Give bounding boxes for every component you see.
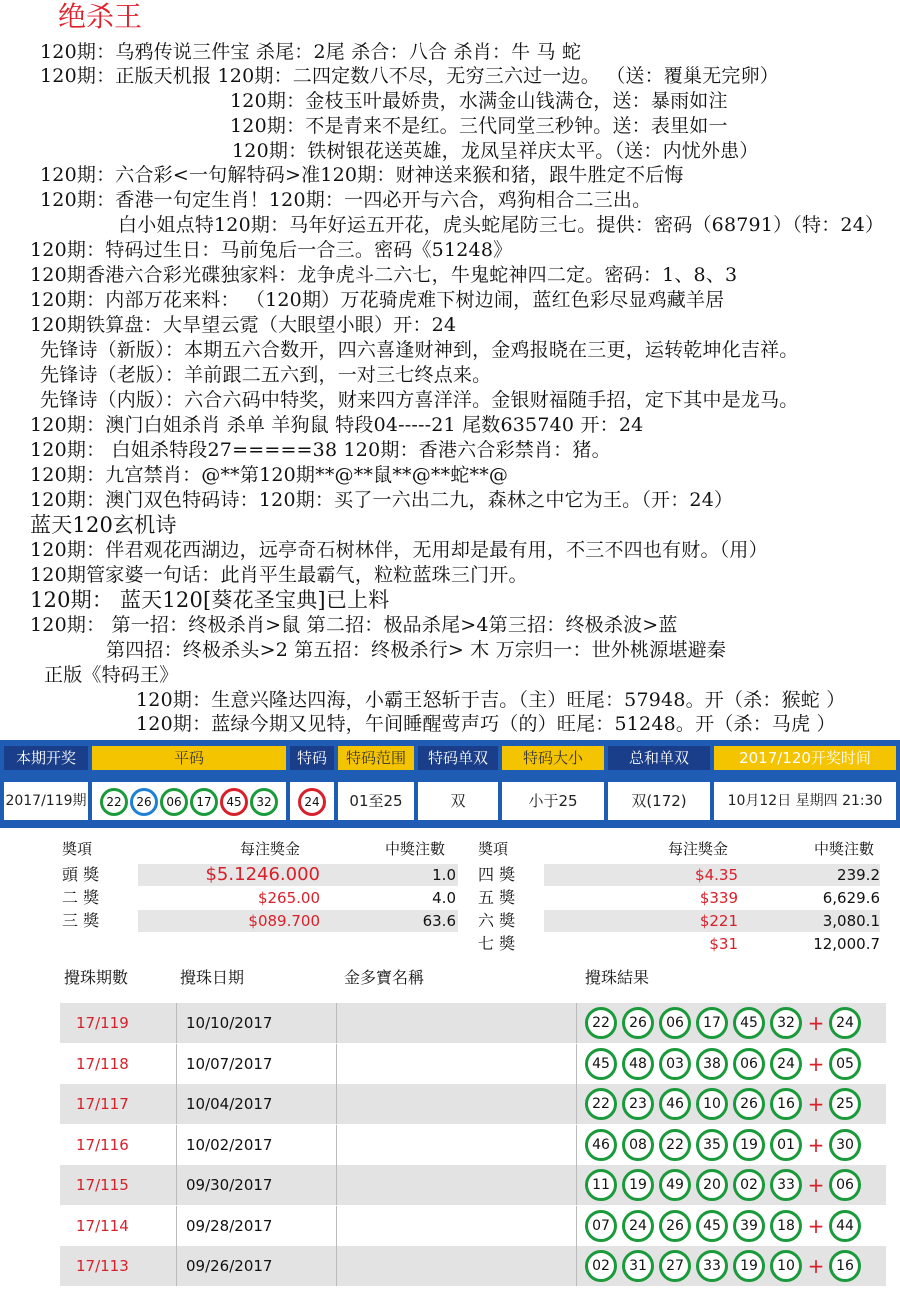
text-line: 120期管家婆一句话：此肖平生最霸气，粒粒蓝珠三门开。 [30, 564, 528, 586]
number-ball: 45 [585, 1048, 617, 1080]
plus-sign: + [807, 1011, 825, 1035]
draw-result-table [0, 740, 900, 828]
column-divider [176, 1084, 177, 1124]
number-ball: 01 [770, 1129, 802, 1161]
table-row [60, 1084, 886, 1124]
text-line: 120期：不是青来不是红。三代同堂三秒钟。送：表里如一 [230, 115, 728, 137]
draw-time: 10月12日 星期四 21:30 [714, 782, 896, 820]
table-row [60, 1003, 886, 1043]
text-line: 120期： 蓝天120[葵花圣宝典]已上料 [30, 588, 390, 612]
text-line: 120期：九宫禁肖：@**第120期**@**鼠**@**蛇**@ [30, 464, 509, 486]
prize-count: 12,000.7 [813, 935, 880, 953]
number-ball: 10 [696, 1088, 728, 1120]
result-balls [585, 1250, 866, 1282]
prize-name: 三 獎 [62, 911, 100, 930]
row-date: 09/28/2017 [186, 1216, 273, 1235]
row-period: 17/117 [76, 1095, 129, 1113]
prize-header-amount: 每注獎金 [240, 840, 301, 858]
prize-amount: $221 [699, 912, 738, 930]
number-ball: 22 [100, 788, 128, 816]
column-divider [336, 1084, 337, 1124]
plus-sign: + [807, 1254, 825, 1278]
number-ball: 31 [622, 1250, 654, 1282]
column-divider [176, 1246, 177, 1286]
number-ball: 02 [585, 1250, 617, 1282]
header-odd-even: 特码单双 [418, 746, 498, 770]
column-divider [176, 1206, 177, 1246]
text-line: 120期铁算盘：大旱望云霓（大眼望小眼）开：24 [30, 314, 457, 336]
result-balls [585, 1048, 866, 1080]
prize-count: 3,080.1 [822, 912, 880, 930]
number-ball: 49 [659, 1169, 691, 1201]
plus-sign: + [807, 1051, 825, 1076]
table-row [60, 1125, 886, 1165]
table-row [60, 1246, 886, 1286]
text-line: 120期：香港一句定生肖！120期：一四必开与六合，鸡狗相合二三出。 [40, 189, 652, 211]
special-number-ball: 06 [829, 1169, 861, 1201]
number-ball: 11 [585, 1169, 617, 1201]
prize-amount: $5.1246.000 [205, 864, 320, 885]
text-line: 120期： 白姐杀特段27=====38 120期：香港六合彩禁肖：猪。 [30, 439, 611, 461]
header-sum: 总和单双 [608, 746, 710, 770]
table-row [60, 1206, 886, 1246]
prize-name: 七 獎 [478, 934, 516, 953]
number-ball: 17 [696, 1007, 728, 1039]
number-ball: 26 [733, 1088, 765, 1120]
text-line: 120期：特码过生日：马前兔后一合三。密码《51248》 [30, 239, 513, 261]
prize-header-count: 中獎注數 [385, 840, 446, 858]
special-odd-even: 双 [418, 782, 498, 820]
header-regular: 平码 [92, 746, 286, 770]
result-balls [585, 1088, 866, 1120]
text-line: 120期：蓝绿今期又见特，午间睡醒莺声巧（的）旺尾：51248。开（杀：马虎 ） [136, 713, 836, 735]
prize-name: 頭 獎 [62, 865, 100, 884]
row-date: 10/02/2017 [186, 1135, 273, 1154]
prize-count: 4.0 [432, 889, 456, 907]
column-divider [176, 1125, 177, 1165]
prize-name: 四 獎 [478, 865, 516, 884]
number-ball: 22 [585, 1088, 617, 1120]
special-number-ball: 05 [829, 1048, 861, 1080]
history-header-period: 攪珠期數 [64, 968, 129, 987]
column-divider [576, 1044, 577, 1084]
row-period: 17/115 [76, 1176, 129, 1194]
number-ball: 32 [770, 1007, 802, 1039]
number-ball: 17 [190, 788, 218, 816]
text-line: 先锋诗（新版）：本期五六合数开，四六喜逢财神到，金鸡报晓在三更，运转乾坤化吉祥。 [40, 339, 799, 361]
text-line: 120期： 第一招：终极杀肖>鼠 第二招：极品杀尾>4第三招：终极杀波>蓝 [30, 614, 678, 636]
number-ball: 24 [622, 1210, 654, 1242]
result-balls [585, 1007, 866, 1039]
header-range: 特码范围 [338, 746, 414, 770]
number-ball: 19 [622, 1169, 654, 1201]
text-line: 120期：澳门双色特码诗：120期：买了一六出二九，森林之中它为王。（开：24） [30, 489, 734, 511]
prize-amount: $339 [699, 889, 738, 907]
special-number-ball: 25 [829, 1088, 861, 1120]
text-line: 120期：澳门白姐杀肖 杀单 羊狗鼠 特段04-----21 尾数635740 开：24 [30, 414, 644, 436]
number-ball: 20 [696, 1169, 728, 1201]
number-ball: 46 [585, 1129, 617, 1161]
prize-header-count: 中獎注數 [814, 840, 875, 858]
prize-table [0, 834, 900, 959]
number-ball: 08 [622, 1129, 654, 1161]
column-divider [336, 1044, 337, 1084]
row-period: 17/116 [76, 1135, 129, 1154]
column-divider [336, 1165, 337, 1205]
column-divider [336, 1246, 337, 1286]
column-divider [576, 1125, 577, 1165]
column-divider [576, 1165, 577, 1205]
column-divider [176, 1044, 177, 1084]
result-balls [585, 1129, 866, 1161]
text-line: 120期：乌鸦传说三件宝 杀尾：2尾 杀合：八合 杀肖：牛 马 蛇 [40, 41, 582, 63]
prize-header-name: 奬項 [62, 840, 93, 858]
number-ball: 32 [250, 788, 278, 816]
column-divider [336, 1003, 337, 1043]
row-period: 17/113 [76, 1257, 129, 1275]
text-line: 120期：铁树银花送英雄，龙凤呈祥庆太平。（送：内忧外患） [232, 140, 759, 162]
number-ball: 07 [585, 1210, 617, 1242]
prize-count: 1.0 [432, 866, 456, 884]
special-size: 小于25 [502, 782, 604, 820]
row-date: 10/04/2017 [186, 1095, 273, 1113]
text-line: 先锋诗（内版）：六合六码中特奖，财来四方喜洋洋。金银财福随手招，定下其中是龙马。 [40, 389, 799, 411]
text-line: 白小姐点特120期：马年好运五开花，虎头蛇尾防三七。提供：密码（68791）（特：24） [118, 214, 885, 236]
text-line: 120期：正版天机报 120期：二四定数八不尽，无穷三六过一边。 （送：覆巢无完卵） [40, 65, 780, 87]
column-divider [336, 1125, 337, 1165]
number-ball: 35 [696, 1129, 728, 1161]
column-divider [576, 1084, 577, 1124]
number-ball: 18 [770, 1210, 802, 1242]
row-date: 10/10/2017 [186, 1014, 273, 1032]
text-line: 120期香港六合彩光碟独家料：龙争虎斗二六七，牛鬼蛇神四二定。密码：1、8、3 [30, 264, 738, 286]
plus-sign: + [807, 1213, 825, 1238]
history-header-result: 攪珠結果 [585, 968, 650, 987]
special-ball-cell [290, 782, 334, 820]
special-range: 01至25 [338, 782, 414, 820]
number-ball: 33 [770, 1169, 802, 1201]
number-ball: 45 [220, 788, 248, 816]
text-line: 120期：内部万花来料： （120期）万花骑虎难下树边闹，蓝红色彩尽显鸡藏羊居 [30, 289, 725, 311]
special-number-ball: 24 [298, 788, 326, 816]
header-special: 特码 [290, 746, 334, 770]
number-ball: 27 [659, 1250, 691, 1282]
number-ball: 26 [130, 788, 158, 816]
prize-count: 63.6 [422, 912, 456, 930]
prize-name: 二 獎 [62, 888, 100, 907]
column-divider [336, 1206, 337, 1246]
special-number-ball: 24 [829, 1007, 861, 1039]
number-ball: 26 [659, 1210, 691, 1242]
row-period: 17/114 [76, 1216, 129, 1235]
number-ball: 10 [770, 1250, 802, 1282]
table-row [60, 1165, 886, 1205]
number-ball: 23 [622, 1088, 654, 1120]
number-ball: 39 [733, 1210, 765, 1242]
sum-odd-even: 双(172) [608, 782, 710, 820]
text-line: 120期：伴君观花西湖边，远亭奇石树林伴，无用却是最有用，不三不四也有财。（用） [30, 539, 768, 561]
text-line: 120期：六合彩<一句解特码>准120期：财神送来猴和猪，跟牛胜定不后悔 [40, 164, 684, 186]
text-line: 120期：金枝玉叶最娇贵，水满金山钱满仓，送：暴雨如注 [230, 90, 728, 112]
special-number-ball: 44 [829, 1210, 861, 1242]
number-ball: 45 [733, 1007, 765, 1039]
column-divider [176, 1003, 177, 1043]
result-balls [585, 1169, 866, 1201]
prize-header-name: 奬項 [478, 840, 509, 858]
number-ball: 26 [622, 1007, 654, 1039]
regular-balls [92, 782, 286, 820]
number-ball: 06 [160, 788, 188, 816]
number-ball: 46 [659, 1088, 691, 1120]
header-time: 2017/120开奖时间 [714, 746, 896, 770]
prize-name: 六 獎 [478, 911, 516, 930]
header-size: 特码大小 [502, 746, 604, 770]
result-balls [585, 1210, 866, 1242]
row-date: 09/26/2017 [186, 1257, 273, 1275]
row-date: 10/07/2017 [186, 1054, 273, 1073]
column-divider [576, 1003, 577, 1043]
prize-amount: $4.35 [695, 866, 738, 884]
table-row [60, 1044, 886, 1084]
column-divider [576, 1206, 577, 1246]
number-ball: 22 [585, 1007, 617, 1039]
plus-sign: + [807, 1092, 825, 1116]
number-ball: 19 [733, 1250, 765, 1282]
plus-sign: + [807, 1132, 825, 1157]
number-ball: 22 [659, 1129, 691, 1161]
prize-amount: $265.00 [257, 889, 320, 907]
special-number-ball: 30 [829, 1129, 861, 1161]
number-ball: 02 [733, 1169, 765, 1201]
number-ball: 38 [696, 1048, 728, 1080]
special-number-ball: 16 [829, 1250, 861, 1282]
number-ball: 03 [659, 1048, 691, 1080]
draw-period: 2017/119期 [4, 782, 88, 820]
prize-name: 五 獎 [478, 888, 516, 907]
plus-sign: + [807, 1173, 825, 1197]
number-ball: 24 [770, 1048, 802, 1080]
number-ball: 06 [733, 1048, 765, 1080]
column-divider [576, 1246, 577, 1286]
prize-count: 6,629.6 [822, 889, 880, 907]
number-ball: 48 [622, 1048, 654, 1080]
number-ball: 19 [733, 1129, 765, 1161]
text-line: 120期：生意兴隆达四海，小霸王怒斩于吉。（主）旺尾：57948。开（杀：猴蛇 ） [136, 689, 846, 711]
prize-header-amount: 每注獎金 [668, 840, 729, 858]
header-draw: 本期开奖 [4, 746, 88, 770]
section-heading: 蓝天120玄机诗 [30, 513, 177, 537]
row-date: 09/30/2017 [186, 1176, 273, 1194]
text-line: 第四招：终极杀头>2 第五招：终极杀行> 木 万宗归一：世外桃源堪避秦 [106, 639, 727, 661]
text-line: 正版《特码王》 [44, 664, 179, 686]
number-ball: 45 [696, 1210, 728, 1242]
history-header-date: 攪珠日期 [180, 968, 245, 987]
number-ball: 06 [659, 1007, 691, 1039]
prize-amount: $31 [709, 935, 738, 953]
history-header-name: 金多寶名稱 [344, 968, 425, 987]
page-title: 绝杀王 [58, 0, 143, 33]
number-ball: 33 [696, 1250, 728, 1282]
column-divider [176, 1165, 177, 1205]
prize-amount: $089.700 [248, 912, 320, 930]
number-ball: 16 [770, 1088, 802, 1120]
row-period: 17/119 [76, 1014, 129, 1032]
row-period: 17/118 [76, 1054, 129, 1073]
prize-count: 239.2 [837, 866, 880, 884]
text-line: 先锋诗（老版）：羊前跟二五六到，一对三七终点来。 [40, 364, 492, 386]
